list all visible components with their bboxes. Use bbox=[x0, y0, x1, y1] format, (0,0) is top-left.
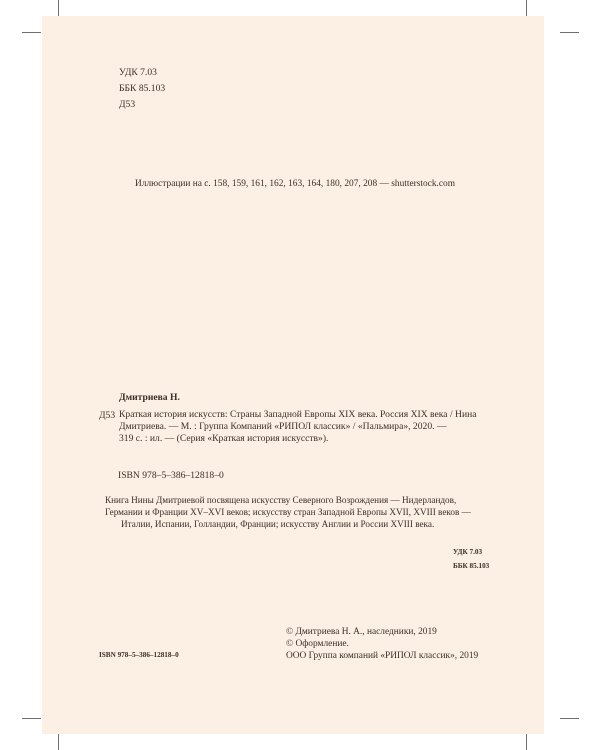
annotation-line: Книга Нины Дмитриевой посвящена искусству Северного Возрождения — Нидерландов, bbox=[105, 495, 457, 505]
footer-isbn: ISBN 978–5–386–12818–0 bbox=[99, 651, 179, 659]
author-mark: Д53 bbox=[119, 99, 136, 110]
card-udk: УДК 7.03 bbox=[453, 548, 483, 556]
description-line: 319 с. : ил. — (Серия «Краткая история искусств»). bbox=[119, 433, 329, 444]
udk-code: УДК 7.03 bbox=[119, 67, 157, 78]
card-annotation bbox=[105, 494, 535, 530]
book-page bbox=[42, 16, 544, 734]
bbk-code: ББК 85.103 bbox=[119, 83, 166, 94]
annotation-line: Италии, Испании, Голландии, Франции; искусству Англии и России XVIII века. bbox=[121, 519, 435, 529]
card-author-mark: Д53 bbox=[99, 410, 116, 421]
card-description bbox=[119, 409, 539, 445]
annotation-line: Германии и Франции XV–XVI веков; искусству стран Западной Европы XVII, XVIII веков — bbox=[105, 507, 471, 517]
card-bbk: ББК 85.103 bbox=[453, 562, 490, 570]
crop-mark bbox=[560, 32, 579, 33]
crop-mark bbox=[22, 32, 41, 33]
crop-mark bbox=[560, 718, 579, 719]
card-author: Дмитриева Н. bbox=[119, 392, 180, 403]
copyright-line: ООО Группа компаний «РИПОЛ классик», 2019 bbox=[286, 651, 479, 661]
card-isbn: ISBN 978–5–386–12818–0 bbox=[118, 470, 224, 481]
copyright-line: © Оформление. bbox=[286, 639, 349, 649]
copyright-line: © Дмитриева Н. А., наследники, 2019 bbox=[286, 627, 437, 637]
illustrations-note: Иллюстрации на с. 158, 159, 161, 162, 163, 164, 180, 207, 208 — shutterstock.com bbox=[135, 179, 456, 189]
description-line: Дмитриева. — М. : Группа Компаний «РИПОЛ классик» / «Пальмира», 2020. — bbox=[119, 421, 447, 432]
copyright-block bbox=[286, 626, 536, 662]
description-line: Краткая история искусств: Страны Западной Европы XIX века. Россия XIX века / Нина bbox=[119, 409, 477, 420]
crop-mark bbox=[22, 718, 41, 719]
